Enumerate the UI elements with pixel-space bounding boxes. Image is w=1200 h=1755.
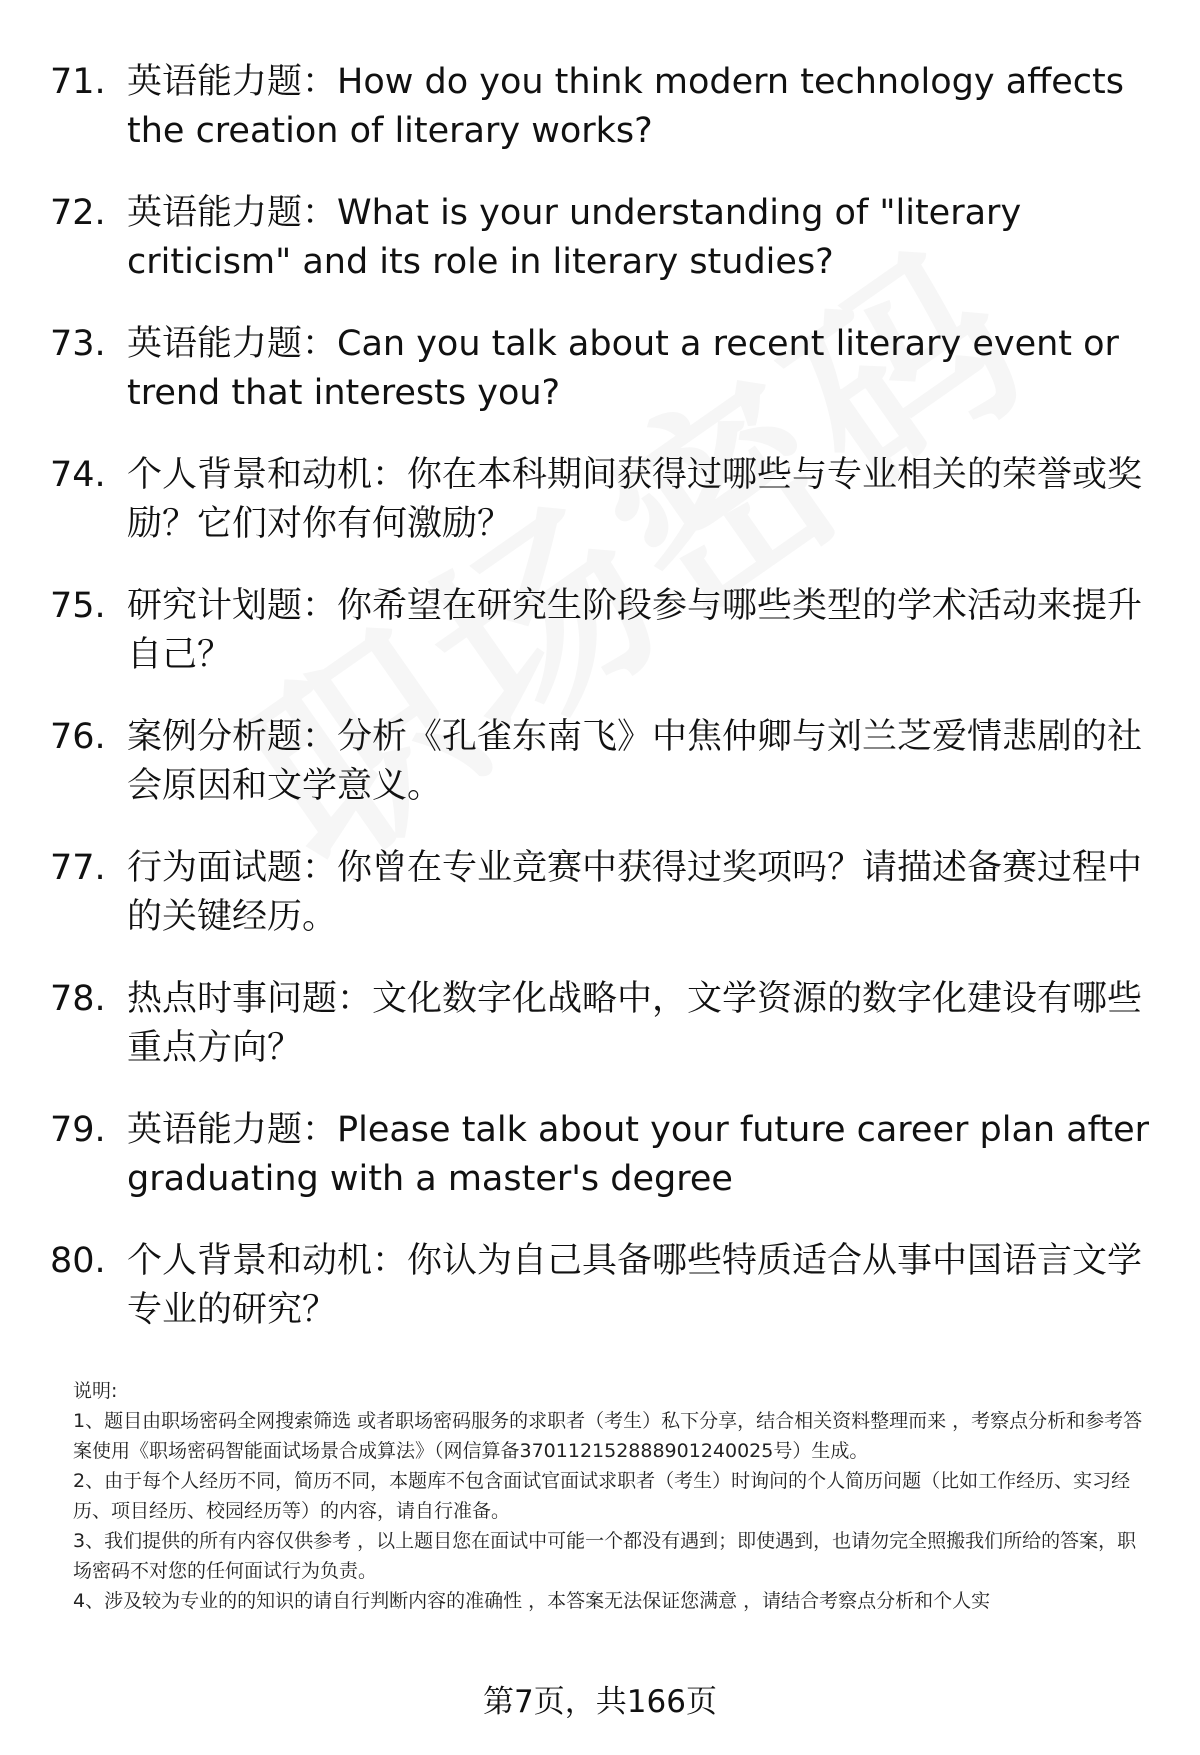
question-item	[50, 713, 1160, 811]
question-text: 热点时事问题：文化数字化战略中，文学资源的数字化建设有哪些重点方向？	[127, 979, 1143, 1068]
question-item	[50, 451, 1160, 549]
note-item: 4、涉及较为专业的的知识的请自行判断内容的准确性 ，本答案无法保证您满意 ，请结合考察点分析和个人实	[73, 1590, 991, 1612]
question-item	[50, 1106, 1160, 1204]
question-item	[50, 975, 1160, 1073]
question-number: 75.	[50, 586, 106, 626]
question-number: 77.	[50, 848, 106, 888]
question-text: 行为面试题：你曾在专业竞赛中获得过奖项吗？请描述备赛过程中的关键经历。	[127, 848, 1143, 937]
question-text: 案例分析题：分析《孔雀东南飞》中焦仲卿与刘兰芝爱情悲剧的社会原因和文学意义。	[127, 717, 1143, 806]
question-number: 71.	[50, 62, 106, 102]
question-list	[50, 58, 1160, 1368]
question-text: 个人背景和动机：你认为自己具备哪些特质适合从事中国语言文学专业的研究？	[127, 1241, 1143, 1330]
question-number: 79.	[50, 1110, 106, 1150]
question-item	[50, 189, 1160, 287]
question-number: 78.	[50, 979, 106, 1019]
note-item: 3、我们提供的所有内容仅供参考 ，以上题目您在面试中可能一个都没有遇到；即使遇到，也请勿完全照搬我们所给的答案，职场密码不对您的任何面试行为负责。	[73, 1530, 1137, 1582]
question-text: 英语能力题：How do you think modern technology affects the creation of literary works?	[127, 62, 1124, 151]
notes-heading: 说明:	[73, 1380, 118, 1402]
note-item: 2、由于每个人经历不同，简历不同，本题库不包含面试官面试求职者（考生）时询问的个人简历问题（比如工作经历、实习经历、项目经历、校园经历等）的内容，请自行准备。	[73, 1470, 1131, 1522]
question-item	[50, 320, 1160, 418]
question-item	[50, 582, 1160, 680]
question-text: 研究计划题：你希望在研究生阶段参与哪些类型的学术活动来提升自己？	[127, 586, 1143, 675]
question-item	[50, 1237, 1160, 1335]
question-text: 英语能力题：Can you talk about a recent literary event or trend that interests you?	[127, 324, 1119, 413]
question-item	[50, 58, 1160, 156]
question-item	[50, 844, 1160, 942]
question-number: 73.	[50, 324, 106, 364]
question-number: 80.	[50, 1241, 106, 1281]
page-footer: 第7页，共166页	[483, 1684, 717, 1720]
question-number: 72.	[50, 193, 106, 233]
question-text: 英语能力题：What is your understanding of "literary criticism" and its role in literary studies?	[127, 193, 1022, 282]
notes-section	[73, 1376, 1153, 1616]
note-item: 1、题目由职场密码全网搜索筛选 或者职场密码服务的求职者（考生）私下分享，结合相关资料整理而来 ，考察点分析和参考答案使用《职场密码智能面试场景合成算法》（网信算备370112152888901240025号）生成。	[73, 1410, 1143, 1462]
question-number: 76.	[50, 717, 106, 757]
question-text: 英语能力题：Please talk about your future career plan after graduating with a master's degree	[127, 1110, 1150, 1199]
question-text: 个人背景和动机：你在本科期间获得过哪些与专业相关的荣誉或奖励？它们对你有何激励？	[127, 455, 1143, 544]
question-number: 74.	[50, 455, 106, 495]
